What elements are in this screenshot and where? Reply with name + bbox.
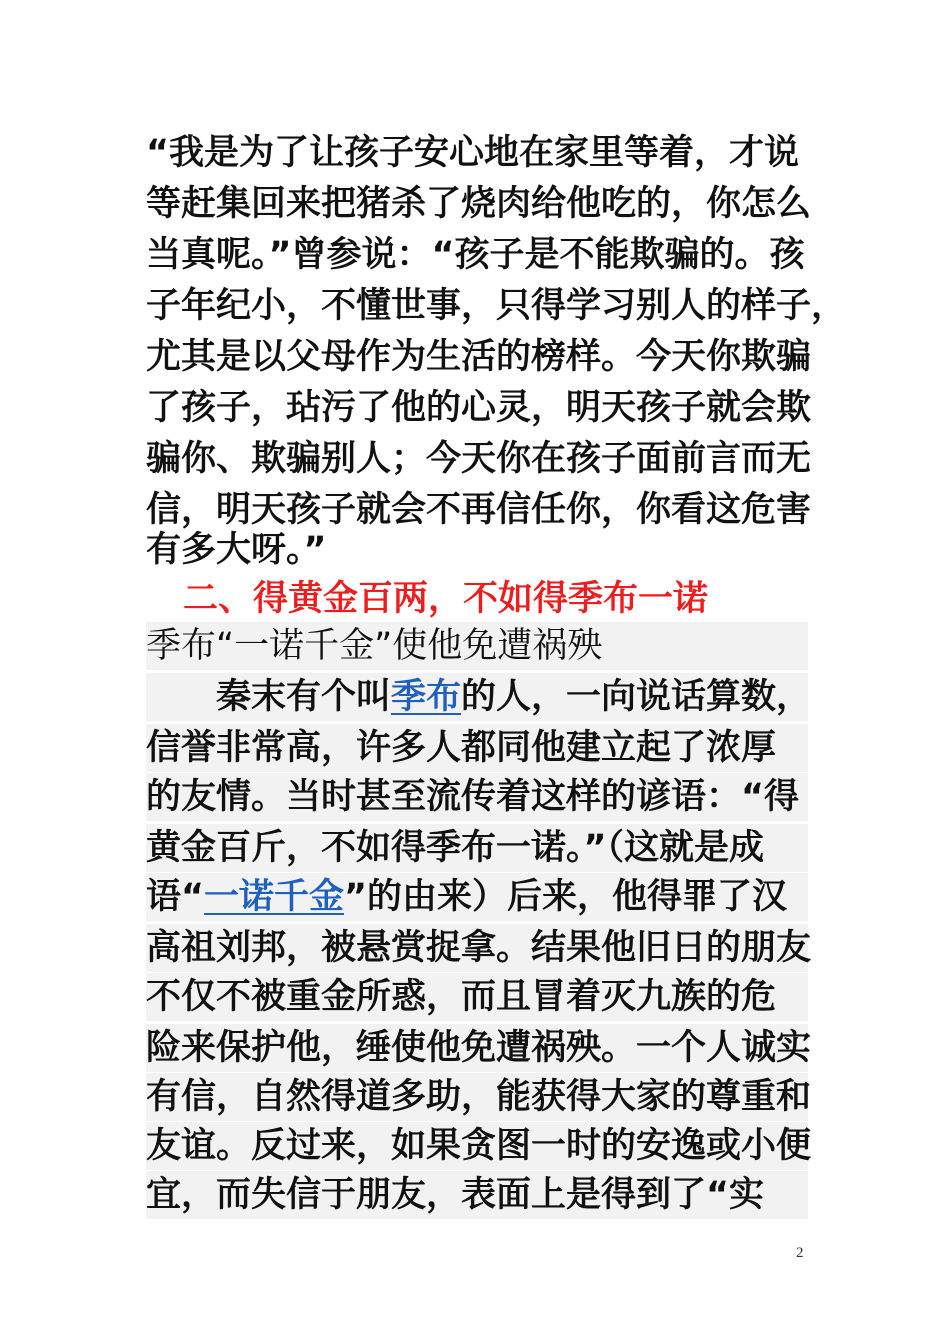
text-run: 秦末有个叫 [216, 677, 392, 717]
paragraph-line: 有多大呀。” [146, 530, 327, 570]
text-run: 语“ [146, 877, 205, 917]
paragraph-line [146, 673, 812, 721]
paragraph-line: 当真呢。”曾参说：“孩子是不能欺骗的。孩 [146, 235, 805, 275]
paragraph-line: 黄金百斤，不如得季布一诺。”（这就是成 [146, 824, 808, 872]
paragraph-line: 不仅不被重金所惑，而且冒着灭九族的危 [146, 973, 808, 1021]
paragraph-line: 了孩子，玷污了他的心灵，明天孩子就会欺 [146, 388, 812, 428]
subheading: 季布“一诺千金”使他免遭祸殃 [146, 622, 808, 670]
link-jibu[interactable]: 季布 [391, 677, 462, 717]
paragraph-line: 险来保护他，缍使他免遭祸殃。一个人诚实 [146, 1024, 808, 1072]
paragraph-line: “我是为了让孩子安心地在家里等着，才说 [146, 133, 800, 173]
paragraph-line [146, 873, 808, 921]
paragraph-line: 骗你、欺骗别人；今天你在孩子面前言而无 [146, 439, 812, 479]
link-yinuoqianjin[interactable]: 一诺千金 [204, 877, 345, 917]
paragraph-line: 等赶集回来把猪杀了烧肉给他吃的，你怎么 [146, 184, 812, 224]
section-heading: 二、得黄金百两，不如得季布一诺 [183, 579, 709, 619]
paragraph-line: 有信，自然得道多助，能获得大家的尊重和 [146, 1073, 808, 1121]
paragraph-line: 高祖刘邦，被悬赏捉拿。结果他旧日的朋友 [146, 924, 808, 972]
text-run: 的人，一向说话算数， [461, 677, 812, 717]
paragraph-line: 尤其是以父母作为生活的榜样。今天你欺骗 [146, 337, 812, 377]
paragraph-line: 的友情。当时甚至流传着这样的谚语：“得 [146, 773, 808, 821]
paragraph-line: 信誉非常高，许多人都同他建立起了浓厚 [146, 724, 808, 772]
paragraph-line: 宜，而失信于朋友，表面上是得到了“实 [146, 1171, 808, 1219]
paragraph-line: 子年纪小，不懂世事，只得学习别人的样子， [146, 286, 847, 326]
paragraph-line: 友谊。反过来，如果贪图一时的安逸或小便 [146, 1122, 808, 1170]
paragraph-line: 信，明天孩子就会不再信任你，你看这危害 [146, 490, 812, 530]
text-run: ”的由来）后来，他得罪了汉 [344, 877, 788, 917]
page-number: 2 [796, 1245, 804, 1261]
